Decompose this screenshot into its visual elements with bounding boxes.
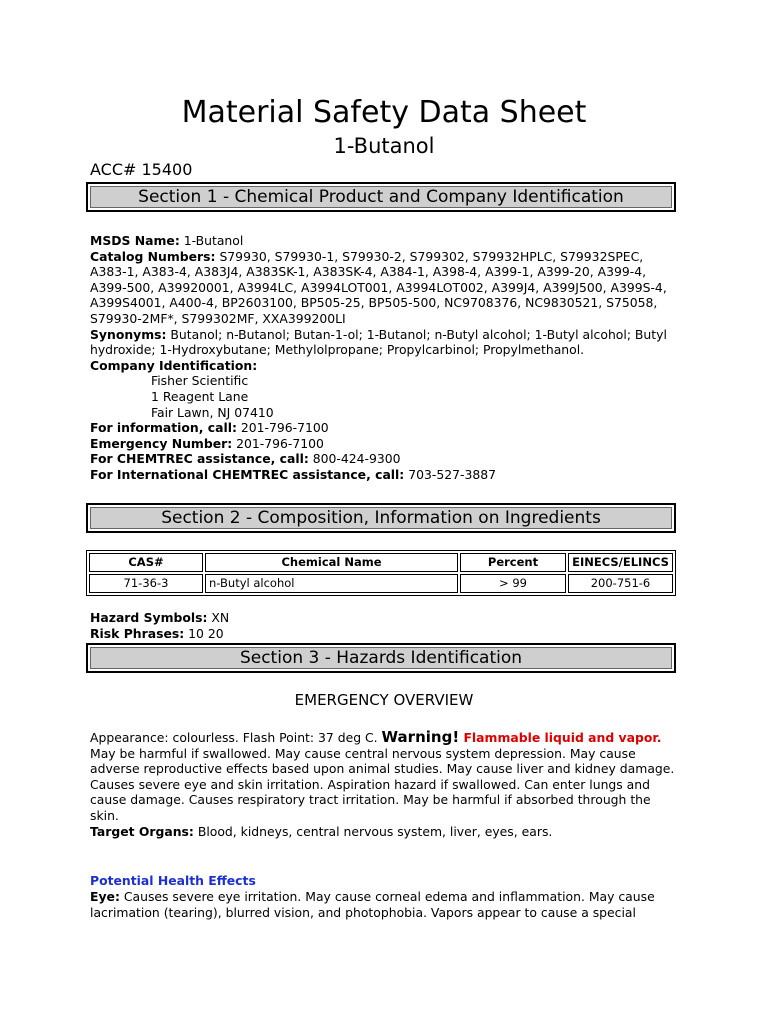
catalog-value: S79930, S79930-1, S79930-2, S799302, S79932HPLC, S79932SPEC, A383-1, A383-4, A383J4, A383SK-1, A383SK-4, A384-1, A398-4, A399-1, A399-20, A399-4, A399-500, A39920001, A3994LC, A3994LOT001, A3994LOT002, A399J4, A399J500, A399S-4, A399S4001, A400-4, BP2603100, BP505-25, BP505-500, NC9708376, NC9830521, S75058, S79930-2MF*, S799302MF, XXA399200LI (90, 248, 667, 326)
chemtrec-value: 800-424-9300 (308, 451, 401, 467)
table-row (89, 574, 673, 593)
risk-phrases-value: 10 20 (184, 625, 224, 641)
page-subtitle: 1-Butanol (333, 134, 435, 158)
msds-name-line (90, 233, 680, 249)
potential-health-effects-heading: Potential Health Effects (90, 873, 256, 888)
info-line (90, 420, 680, 436)
synonyms-label: Synonyms: (90, 326, 167, 342)
emergency-overview-title: EMERGENCY OVERVIEW (294, 691, 474, 709)
hazard-symbols-line (90, 610, 680, 626)
eye-label: Eye: (90, 889, 120, 904)
section-1-body (90, 233, 680, 483)
warning-label: Warning! (381, 728, 460, 746)
hazard-symbols-value: XN (207, 610, 230, 625)
ingredients-table (86, 550, 676, 596)
table-cell-einecs: 200-751-6 (568, 574, 673, 593)
overview-text: May be harmful if swallowed. May cause central nervous system depression. May cause adverse reproductive effects based upon animal studies. May cause liver and kidney damage. Causes severe eye and skin irritation. Aspiration hazard if swallowed. Can enter lungs and cause damage. Causes respiratory tract irritation. May be harmful if absorbed through the skin. (90, 745, 675, 823)
synonyms-line (90, 327, 680, 358)
table-header-row (89, 553, 673, 572)
risk-phrases-line (90, 626, 680, 642)
hazard-symbols-label: Hazard Symbols: (90, 610, 208, 625)
table-header-cas: CAS# (89, 553, 203, 572)
flammable-warning: Flammable liquid and vapor. (459, 730, 662, 745)
table-cell-percent: > 99 (460, 574, 566, 593)
company-label: Company Identification: (90, 357, 258, 373)
table-header-percent: Percent (460, 553, 566, 572)
table-header-einecs: EINECS/ELINCS (568, 553, 673, 572)
catalog-line (90, 249, 680, 327)
risk-phrases-label: Risk Phrases: (90, 625, 185, 641)
intl-chemtrec-line (90, 467, 680, 483)
table-header-chemical-name: Chemical Name (205, 553, 458, 572)
eye-line (90, 889, 680, 920)
emergency-line (90, 436, 680, 452)
section-2-header: Section 2 - Composition, Information on Ingredients (86, 503, 676, 533)
catalog-label: Catalog Numbers: (90, 248, 216, 264)
emergency-label: Emergency Number: (90, 435, 233, 451)
page-title: Material Safety Data Sheet (181, 95, 587, 130)
section-3-header: Section 3 - Hazards Identification (86, 643, 676, 673)
info-value: 201-796-7100 (236, 420, 329, 436)
company-name: Fisher Scientific (151, 373, 249, 389)
target-organs-label: Target Organs: (90, 823, 194, 839)
target-organs-value: Blood, kidneys, central nervous system, liver, eyes, ears. (193, 823, 553, 839)
chemtrec-line (90, 451, 680, 467)
intl-chemtrec-label: For International CHEMTREC assistance, call: (90, 466, 405, 482)
emergency-value: 201-796-7100 (232, 435, 324, 451)
overview-paragraph (90, 730, 680, 824)
msds-name-label: MSDS Name: (90, 233, 180, 248)
synonyms-value: Butanol; n-Butanol; Butan-1-ol; 1-Butanol; n-Butyl alcohol; 1-Butyl alcohol; Butyl hydroxide; 1-Hydroxybutane; Methylolpropane; Propylcarbinol; Propylmethanol. (90, 326, 667, 358)
section-1-header: Section 1 - Chemical Product and Company Identification (86, 182, 676, 212)
chemtrec-label: For CHEMTREC assistance, call: (90, 451, 309, 467)
msds-name-value: 1-Butanol (179, 233, 244, 248)
appearance-text: Appearance: colourless. Flash Point: 37 deg C. (90, 730, 382, 745)
company-city: Fair Lawn, NJ 07410 (151, 404, 274, 420)
table-cell-cas: 71-36-3 (89, 574, 203, 593)
table-cell-chemical-name: n-Butyl alcohol (205, 574, 458, 593)
target-organs-line (90, 824, 680, 840)
company-street: 1 Reagent Lane (151, 388, 249, 404)
info-label: For information, call: (90, 420, 237, 436)
section-2-hazards (90, 610, 680, 641)
eye-value: Causes severe eye irritation. May cause corneal edema and inflammation. May cause lacrimation (tearing), blurred vision, and photophobia. Vapors appear to cause a special (90, 889, 655, 920)
emergency-overview-body (90, 730, 680, 839)
intl-chemtrec-value: 703-527-3887 (404, 466, 496, 482)
health-effects-body (90, 889, 680, 920)
acc-number: ACC# 15400 (90, 160, 193, 179)
